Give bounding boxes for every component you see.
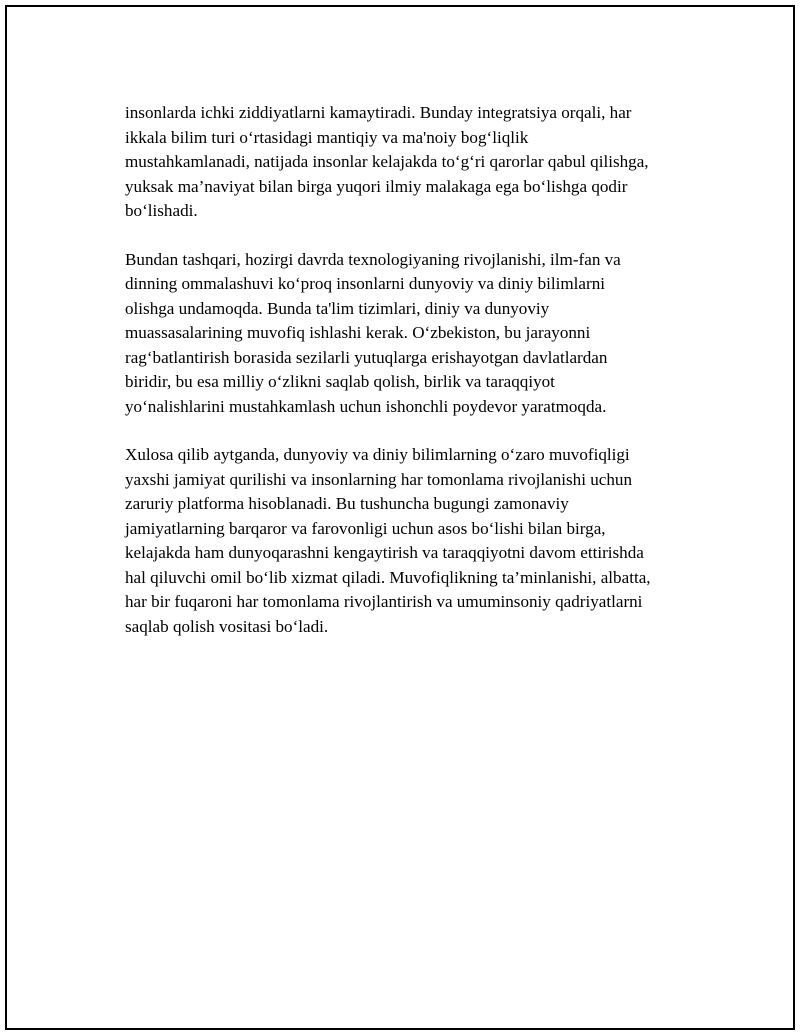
text-line: dinning ommalashuvi ko‘proq insonlarni dunyoviy va diniy bilimlarni bbox=[125, 274, 606, 293]
paragraph-2 bbox=[125, 248, 705, 420]
text-line: Xulosa qilib aytganda, dunyoviy va diniy bilimlarning o‘zaro muvofiqligi bbox=[125, 445, 630, 464]
text-line: insonlarda ichki ziddiyatlarni kamaytiradi. Bunday integratsiya orqali, har bbox=[125, 103, 632, 122]
text-line: jamiyatlarning barqaror va farovonligi uchun asos bo‘lishi bilan birga, bbox=[125, 518, 606, 538]
page-frame bbox=[5, 5, 795, 1030]
text-line: yo‘nalishlarini mustahkamlash uchun ishonchli poydevor yaratmoqda. bbox=[125, 396, 607, 416]
text-line: kelajakda ham dunyoqarashni kengaytirish va taraqqiyotni davom ettirishda bbox=[125, 543, 644, 562]
document-body bbox=[125, 101, 705, 663]
text-line: rag‘batlantirish borasida sezilarli yutuqlarga erishayotgan davlatlardan bbox=[125, 347, 608, 367]
paragraph-1 bbox=[125, 101, 705, 224]
text-line: bo‘lishadi. bbox=[125, 201, 198, 220]
text-line: yuksak ma’naviyat bilan birga yuqori ilmiy malakaga ega bo‘lishga qodir bbox=[125, 176, 628, 196]
text-line: biridir, bu esa milliy o‘zlikni saqlab qolish, birlik va taraqqiyot bbox=[125, 372, 555, 391]
paragraph-3 bbox=[125, 443, 705, 639]
text-line: muassasalarining muvofiq ishlashi kerak. O‘zbekiston, bu jarayonni bbox=[125, 323, 591, 342]
text-line: yaxshi jamiyat qurilishi va insonlarning har tomonlama rivojlanishi uchun bbox=[125, 469, 633, 489]
text-line: zaruriy platforma hisoblanadi. Bu tushuncha bugungi zamonaviy bbox=[125, 494, 569, 513]
text-line: ikkala bilim turi o‘rtasidagi mantiqiy va ma'noiy bog‘liqlik bbox=[125, 127, 529, 147]
text-line: har bir fuqaroni har tomonlama rivojlantirish va umuminsoniy qadriyatlarni bbox=[125, 592, 643, 611]
text-line: saqlab qolish vositasi bo‘ladi. bbox=[125, 616, 329, 636]
text-line: olishga undamoqda. Bunda ta'lim tizimlari, diniy va dunyoviy bbox=[125, 298, 550, 318]
text-line: Bundan tashqari, hozirgi davrda texnologiyaning rivojlanishi, ilm-fan va bbox=[125, 249, 621, 269]
text-line: mustahkamlanadi, natijada insonlar kelajakda to‘g‘ri qarorlar qabul qilishga, bbox=[125, 152, 649, 171]
text-line: hal qiluvchi omil bo‘lib xizmat qiladi. Muvofiqlikning ta’minlanishi, albatta, bbox=[125, 567, 651, 587]
